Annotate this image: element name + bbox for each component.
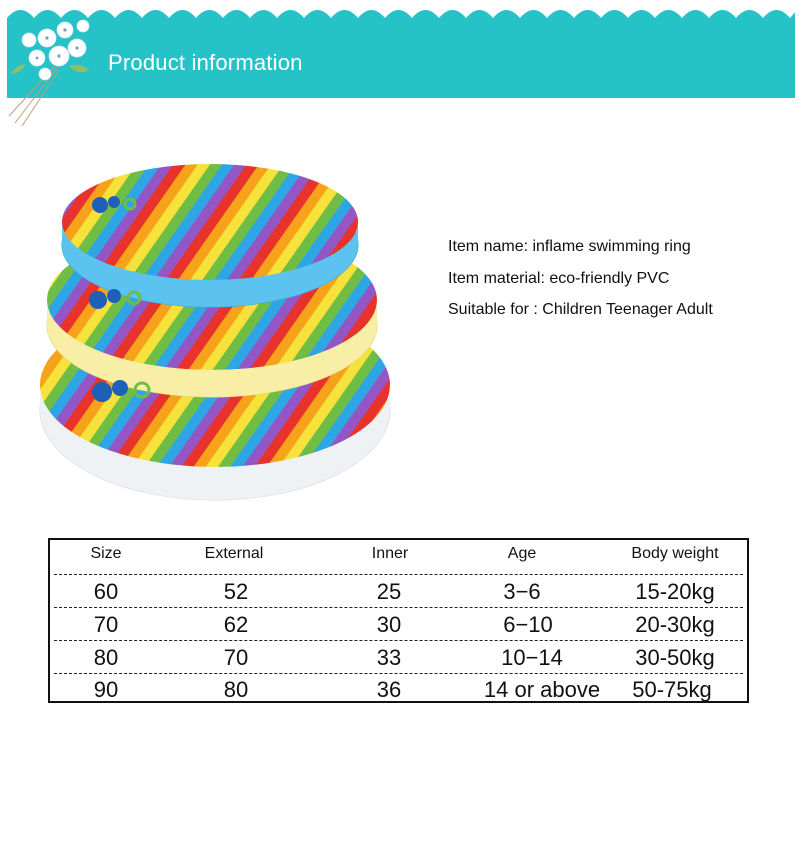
- cell-age: 14 or above: [483, 677, 601, 702]
- cell-body-weight: 30-50kg: [635, 645, 715, 670]
- wave-banner-shape: [7, 0, 795, 98]
- cell-inner: 33: [376, 645, 402, 670]
- table-row: [50, 673, 747, 703]
- header-external: External: [204, 545, 264, 562]
- cell-inner: 25: [376, 579, 402, 604]
- cell-size: 80: [93, 645, 119, 670]
- header-inner: Inner: [371, 545, 409, 562]
- cell-age: 3−6: [503, 579, 541, 604]
- cell-inner: 36: [376, 677, 402, 702]
- size-table: [48, 538, 749, 703]
- header-size: Size: [90, 545, 122, 562]
- cell-size: 90: [93, 677, 119, 702]
- cell-external: 52: [223, 579, 249, 604]
- item-name-line: Item name: inflame swimming ring: [448, 238, 691, 255]
- product-info: [448, 236, 713, 331]
- cell-inner: 30: [376, 612, 402, 637]
- header-age: Age: [507, 545, 537, 562]
- cell-body-weight: 20-30kg: [635, 612, 715, 637]
- table-header-row: [50, 540, 747, 574]
- item-material-line: Item material: eco-friendly PVC: [448, 269, 670, 287]
- cell-size: 70: [93, 612, 119, 637]
- table-row: [50, 641, 747, 673]
- cell-external: 70: [223, 645, 249, 670]
- cell-external: 80: [223, 677, 249, 702]
- table-row: [50, 608, 747, 640]
- flower-bouquet-icon: [7, 8, 107, 128]
- cell-external: 62: [223, 612, 249, 637]
- cell-age: 6−10: [503, 612, 553, 637]
- suitable-for-line: Suitable for : Children Teenager Adult: [448, 301, 713, 318]
- cell-age: 10−14: [501, 645, 563, 670]
- header-banner: [7, 0, 795, 98]
- cell-body-weight: 50-75kg: [632, 677, 712, 702]
- cell-body-weight: 15-20kg: [635, 579, 715, 604]
- header-body-weight: Body weight: [631, 545, 719, 562]
- table-row: [50, 575, 747, 607]
- cell-size: 60: [93, 579, 119, 604]
- page-title: Product information: [108, 50, 303, 75]
- swim-ring-stack-image: [30, 160, 400, 505]
